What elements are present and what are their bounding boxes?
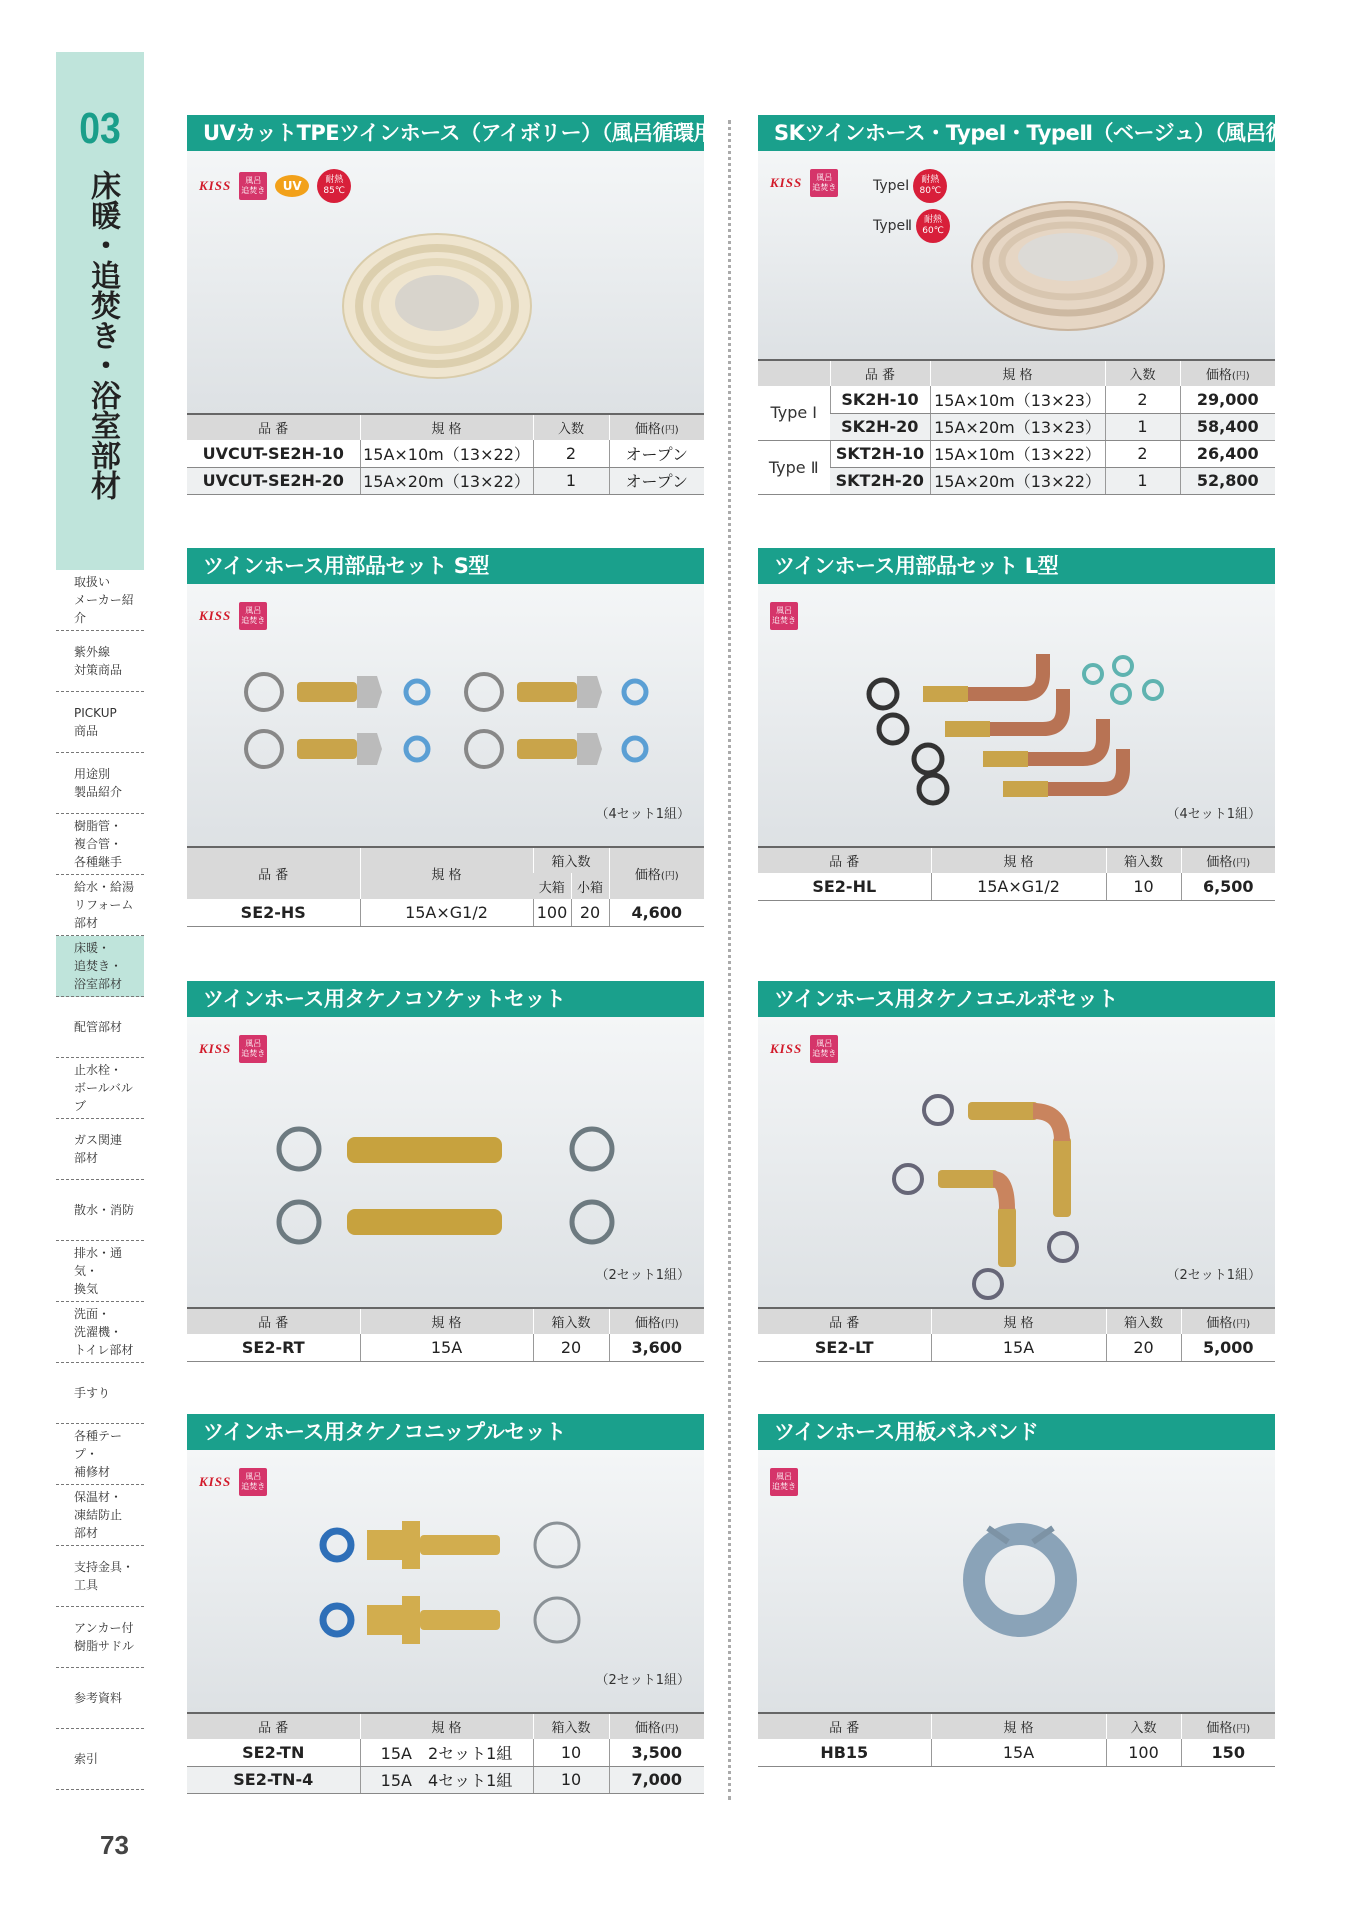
section-title: UVカットTPEツインホース（アイボリー）（風呂循環用） xyxy=(187,115,704,151)
page-number: 73 xyxy=(100,1830,129,1860)
elbow-set-image xyxy=(893,1092,1143,1302)
hose-coil-beige-image xyxy=(968,191,1168,341)
table-row: SE2-TN-4 15A 4セット1組 10 7,000 xyxy=(187,1766,704,1793)
product-image-area xyxy=(187,1450,704,1712)
bath-badge: 風呂 追焚き xyxy=(770,602,798,630)
section-title: ツインホース用部品セット S型 xyxy=(187,548,704,584)
spec-table: 品 番 規 格 入数 価格(円) HB15 15A 100 150 xyxy=(758,1712,1275,1767)
side-nav xyxy=(56,570,144,1790)
section-title: ツインホース用板バネバンド xyxy=(758,1414,1275,1450)
section-takenoko-elbow-set xyxy=(758,981,1275,1362)
kiss-logo: KISS xyxy=(199,608,232,623)
nav-item[interactable] xyxy=(56,570,144,631)
spec-table: 品 番 規 格 箱入数 価格(円) SE2-HL 15A×G1/2 10 6,500 xyxy=(758,846,1275,901)
section-title: ツインホース用タケノコソケットセット xyxy=(187,981,704,1017)
nav-item-label: 参考資料 xyxy=(74,1691,123,1705)
nav-item-label: 配管部材 xyxy=(74,1020,123,1034)
nav-item[interactable] xyxy=(56,1058,144,1119)
table-row: SKT2H-20 15A×20m（13×22） 1 52,800 xyxy=(758,467,1275,494)
nav-item-label: 部材 xyxy=(74,1526,99,1540)
nav-item-label: 排水・通気・ xyxy=(74,1246,123,1278)
bath-badge: 風呂 追焚き xyxy=(239,602,267,630)
nav-item-label: 凍結防止 xyxy=(74,1508,123,1522)
nav-item[interactable] xyxy=(56,1668,144,1729)
chapter-number: 03 xyxy=(79,104,121,153)
nav-item[interactable] xyxy=(56,1485,144,1546)
product-image-area xyxy=(187,584,704,846)
product-image-area xyxy=(187,151,704,413)
kiss-logo: KISS xyxy=(199,178,232,193)
nav-item-label: 支持金具・ xyxy=(74,1560,135,1574)
kiss-logo: KISS xyxy=(770,175,803,190)
nav-item[interactable] xyxy=(56,631,144,692)
spec-table: 品 番 規 格 箱入数 価格(円) SE2-TN 15A 2セット1組 10 3,500 SE2-TN-4 15A 4セット1組 10 7,000 xyxy=(187,1712,704,1794)
nav-item-label: 保温材・ xyxy=(74,1490,123,1504)
spring-band-image xyxy=(958,1510,1088,1640)
nav-item-label: 手すり xyxy=(74,1386,111,1400)
nav-item[interactable] xyxy=(56,1729,144,1790)
spec-table: 品 番 規 格 箱入数 価格(円) 大箱 小箱 SE2-HS 15A×G1/2 100 20 4,600 xyxy=(187,846,704,927)
nav-item-label: 床暖・ xyxy=(74,941,111,955)
product-image-area xyxy=(187,1017,704,1307)
section-title: ツインホース用部品セット L型 xyxy=(758,548,1275,584)
nav-item-label: 浴室部材 xyxy=(74,977,123,991)
nav-item-label: 工具 xyxy=(74,1578,99,1592)
chapter-tab xyxy=(56,52,144,570)
table-row: SE2-HS 15A×G1/2 100 20 4,600 xyxy=(187,899,704,926)
section-parts-set-l xyxy=(758,548,1275,901)
nav-item-label: 用途別 xyxy=(74,767,111,781)
section-title: ツインホース用タケノコエルボセット xyxy=(758,981,1275,1017)
bath-badge: 風呂 追焚き xyxy=(770,1468,798,1496)
table-row: HB15 15A 100 150 xyxy=(758,1739,1275,1766)
type1-heat-label: TypeⅠ 耐熱 80℃ xyxy=(873,169,947,203)
nav-item-label: 洗濯機・ xyxy=(74,1325,123,1339)
section-uvcut-twin-hose xyxy=(187,115,735,495)
nav-item-label: 製品紹介 xyxy=(74,785,123,799)
nav-item-label: PICKUP xyxy=(74,706,117,720)
kiss-logo: KISS xyxy=(770,1041,803,1056)
nav-item[interactable] xyxy=(56,1302,144,1363)
nav-item-label: 部材 xyxy=(74,916,99,930)
table-row: UVCUT-SE2H-20 15A×20m（13×22） 1 オープン xyxy=(187,467,704,494)
heat-80-badge: 耐熱 80℃ xyxy=(913,169,947,203)
table-row: Type Ⅱ SKT2H-10 15A×10m（13×22） 2 26,400 xyxy=(758,440,1275,467)
nav-item[interactable] xyxy=(56,753,144,814)
nav-item[interactable] xyxy=(56,814,144,875)
bath-badge: 風呂 追焚き xyxy=(810,169,838,197)
nav-item-label: 給水・給湯 xyxy=(74,880,135,894)
nav-item-label: トイレ部材 xyxy=(74,1343,134,1357)
nav-item-label: 換気 xyxy=(74,1282,99,1296)
socket-set-image xyxy=(277,1127,617,1247)
nipple-set-image xyxy=(317,1515,587,1655)
table-row: Type Ⅰ SK2H-10 15A×10m（13×23） 2 29,000 xyxy=(758,386,1275,413)
nav-item-label: 追焚き・ xyxy=(74,959,123,973)
nav-item[interactable] xyxy=(56,1119,144,1180)
spec-table: 品 番 規 格 入数 価格(円) UVCUT-SE2H-10 15A×10m（13×22） 2 オープン UVCUT-SE2H-20 15A×20m（13×22） 1 オープン xyxy=(187,413,704,495)
nav-item-label: 索引 xyxy=(74,1752,99,1766)
table-row: UVCUT-SE2H-10 15A×10m（13×22） 2 オープン xyxy=(187,440,704,467)
table-row: SE2-HL 15A×G1/2 10 6,500 xyxy=(758,873,1275,900)
nav-item-label: 散水・消防 xyxy=(74,1203,135,1217)
product-image-area xyxy=(758,1017,1275,1307)
section-plate-spring-band xyxy=(758,1414,1275,1767)
nav-item[interactable] xyxy=(56,692,144,753)
nav-item-label: アンカー付 xyxy=(74,1621,134,1635)
nav-item[interactable] xyxy=(56,1424,144,1485)
nav-item[interactable] xyxy=(56,997,144,1058)
nav-item-label: 紫外線 xyxy=(74,645,111,659)
heat-85-badge: 耐熱 85℃ xyxy=(317,169,351,203)
nav-item[interactable] xyxy=(56,1363,144,1424)
nav-item-label: 補修材 xyxy=(74,1465,111,1479)
nav-item-label: リフォーム xyxy=(74,898,134,912)
set-note: （4セット1組） xyxy=(595,807,690,822)
kiss-logo: KISS xyxy=(199,1041,232,1056)
section-parts-set-s xyxy=(187,548,704,927)
column-divider xyxy=(728,120,731,1800)
nav-item-label: 複合管・ xyxy=(74,837,123,851)
table-row: SE2-LT 15A 20 5,000 xyxy=(758,1334,1275,1361)
nav-item-label: ガス関連 xyxy=(74,1133,123,1147)
nav-item[interactable] xyxy=(56,1180,144,1241)
nav-item-label: 樹脂管・ xyxy=(74,819,123,833)
nav-item[interactable] xyxy=(56,1241,144,1302)
table-row: SE2-RT 15A 20 3,600 xyxy=(187,1334,704,1361)
section-sk-twin-hose xyxy=(758,115,1348,495)
spec-table: 品 番 規 格 入数 価格(円) Type Ⅰ SK2H-10 15A×10m（13×23） 2 29,000 SK2H-20 15A×20m（13×23） 1 58,400 Type Ⅱ SKT2H-10 15A×10m（13×22） 2 26,400 SKT2H-20 15A×20m（13×22） 1 52,800 xyxy=(758,359,1275,495)
parts-set-s-image xyxy=(242,664,652,774)
nav-item-label: 各種テープ・ xyxy=(74,1429,123,1461)
nav-item[interactable] xyxy=(56,1607,144,1668)
product-image-area xyxy=(758,584,1275,846)
nav-item-label: 部材 xyxy=(74,1151,99,1165)
section-title: SKツインホース・TypeⅠ・TypeⅡ（ベージュ）（風呂循環用） xyxy=(758,115,1275,151)
section-takenoko-socket-set xyxy=(187,981,704,1362)
nav-item-label: 取扱い xyxy=(74,575,111,589)
set-note: （2セット1組） xyxy=(595,1673,690,1688)
nav-item[interactable] xyxy=(56,936,144,997)
spec-table: 品 番 規 格 箱入数 価格(円) SE2-LT 15A 20 5,000 xyxy=(758,1307,1275,1362)
bath-badge: 風呂 追焚き xyxy=(239,1468,267,1496)
kiss-logo: KISS xyxy=(199,1474,232,1489)
chapter-title: 床暖・追焚き・浴室部材 xyxy=(85,170,120,500)
nav-item-label: ボールバルブ xyxy=(74,1081,133,1113)
bath-badge: 風呂 追焚き xyxy=(810,1035,838,1063)
table-row: SE2-TN 15A 2セット1組 10 3,500 xyxy=(187,1739,704,1766)
bath-badge: 風呂 追焚き xyxy=(239,1035,267,1063)
hose-coil-ivory-image xyxy=(337,211,537,391)
nav-item-label: 各種継手 xyxy=(74,855,123,869)
section-takenoko-nipple-set xyxy=(187,1414,704,1794)
product-image-area xyxy=(758,151,1275,359)
uv-badge: UV xyxy=(275,175,309,197)
nav-item[interactable] xyxy=(56,875,144,936)
nav-item-label: 対策商品 xyxy=(74,663,123,677)
table-row: SK2H-20 15A×20m（13×23） 1 58,400 xyxy=(758,413,1275,440)
heat-60-badge: 耐熱 60℃ xyxy=(916,209,950,243)
product-image-area xyxy=(758,1450,1275,1712)
nav-item-label: 洗面・ xyxy=(74,1307,111,1321)
set-note: （2セット1組） xyxy=(1166,1268,1261,1283)
nav-item-label: 樹脂サドル xyxy=(74,1639,135,1653)
nav-item[interactable] xyxy=(56,1546,144,1607)
parts-set-l-image xyxy=(853,634,1193,814)
bath-badge: 風呂 追焚き xyxy=(239,172,267,200)
nav-item-label: 止水栓・ xyxy=(74,1063,123,1077)
type2-heat-label: TypeⅡ 耐熱 60℃ xyxy=(873,209,950,243)
set-note: （2セット1組） xyxy=(595,1268,690,1283)
section-title: ツインホース用タケノコニップルセット xyxy=(187,1414,704,1450)
nav-item-label: メーカー紹介 xyxy=(74,593,134,625)
spec-table: 品 番 規 格 箱入数 価格(円) SE2-RT 15A 20 3,600 xyxy=(187,1307,704,1362)
nav-item-label: 商品 xyxy=(74,724,99,738)
set-note: （4セット1組） xyxy=(1166,807,1261,822)
